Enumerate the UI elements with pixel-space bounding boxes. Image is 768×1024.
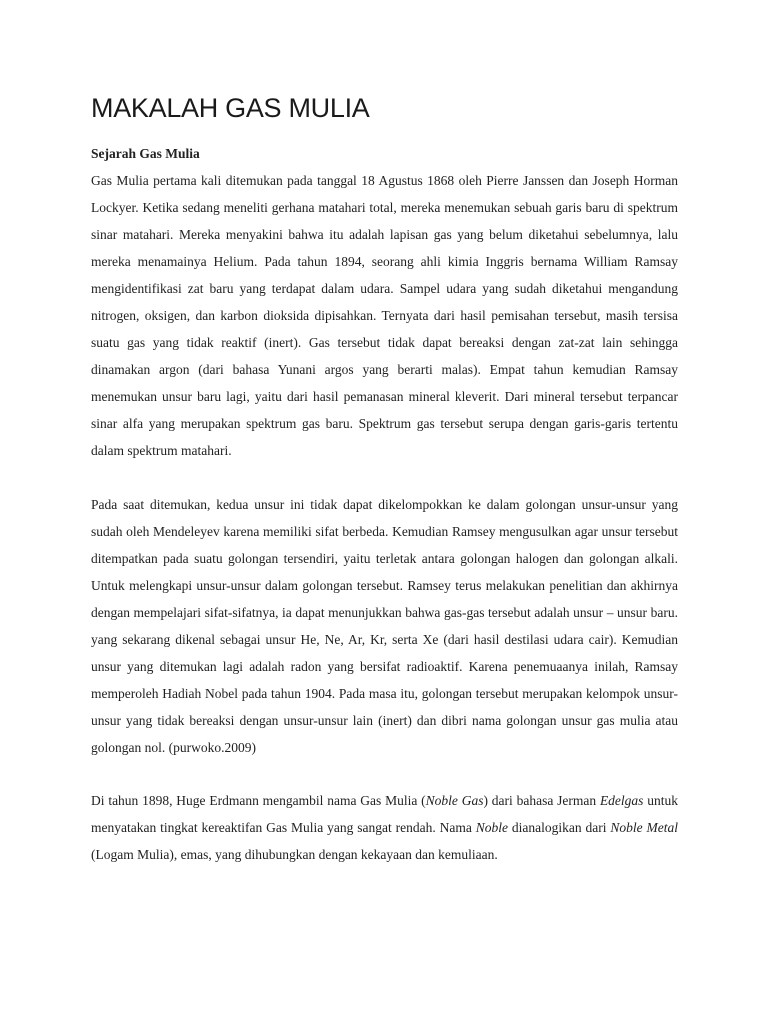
paragraph-3-text-3: untuk menyatakan tingkat kereaktifan Gas Mulia yang sangat rendah. Nama [91, 793, 679, 835]
paragraph-3 [91, 787, 678, 868]
paragraph-3-italic-noble-gas: Noble Gas [425, 793, 484, 808]
paragraph-3-italic-noble-metal: Noble Metal [610, 820, 678, 835]
paragraph-3-text-1: Di tahun 1898, Huge Erdmann mengambil nama Gas Mulia ( [91, 793, 426, 808]
section-heading: Sejarah Gas Mulia [91, 146, 200, 161]
paragraph-1: Gas Mulia pertama kali ditemukan pada tanggal 18 Agustus 1868 oleh Pierre Janssen dan Joseph Horman Lockyer. Ketika sedang meneliti gerhana matahari total, mereka menemukan sebuah garis baru di spektrum sinar matahari. Mereka menyakini bahwa itu adalah lapisan gas yang belum diketahui sebelumnya, lalu mereka menamainya Helium. Pada tahun 1894, seorang ahli kimia Inggris bernama William Ramsay mengidentifikasi zat baru yang terdapat dalam udara. Sampel udara yang sudah diketahui mengandung nitrogen, oksigen, dan karbon dioksida dipisahkan. Ternyata dari hasil pemisahan tersebut, masih tersisa suatu gas yang tidak reaktif (inert). Gas tersebut tidak dapat bereaksi dengan zat-zat lain sehingga dinamakan argon (dari bahasa Yunani argos yang berarti malas). Empat tahun kemudian Ramsay menemukan unsur baru lagi, yaitu dari hasil pemanasan mineral kleverit. Dari mineral tersebut terpancar sinar alfa yang merupakan spektrum gas baru. Spektrum gas tersebut serupa dengan garis-garis tertentu dalam spektrum matahari. [91, 173, 678, 458]
document-title: MAKALAH GAS MULIA [91, 93, 370, 123]
paragraph-3-text-2: ) dari bahasa Jerman [483, 793, 600, 808]
document-page [91, 90, 678, 868]
paragraph-3-italic-noble: Noble [475, 820, 508, 835]
paragraph-3-text-4: dianalogikan dari [507, 820, 611, 835]
paragraph-2: Pada saat ditemukan, kedua unsur ini tidak dapat dikelompokkan ke dalam golongan unsur-unsur yang sudah oleh Mendeleyev karena memiliki sifat berbeda. Kemudian Ramsey mengusulkan agar unsur tersebut ditempatkan pada suatu golongan tersendiri, yaitu terletak antara golongan halogen dan golongan alkali. Untuk melengkapi unsur-unsur dalam golongan tersebut. Ramsey terus melakukan penelitian dan akhirnya dengan mempelajari sifat-sifatnya, ia dapat menunjukkan bahwa gas-gas tersebut adalah unsur – unsur baru. yang sekarang dikenal sebagai unsur He, Ne, Ar, Kr, serta Xe (dari hasil destilasi udara cair). Kemudian unsur yang ditemukan lagi adalah radon yang bersifat radioaktif. Karena penemuaanya inilah, Ramsay memperoleh Hadiah Nobel pada tahun 1904. Pada masa itu, golongan tersebut merupakan kelompok unsur-unsur yang tidak bereaksi dengan unsur-unsur lain (inert) dan dibri nama golongan unsur gas mulia atau golongan nol. (purwoko.2009) [91, 497, 678, 755]
paragraph-3-text-5: (Logam Mulia), emas, yang dihubungkan dengan kekayaan dan kemuliaan. [91, 847, 498, 862]
paragraph-3-italic-edelgas: Edelgas [599, 793, 644, 808]
